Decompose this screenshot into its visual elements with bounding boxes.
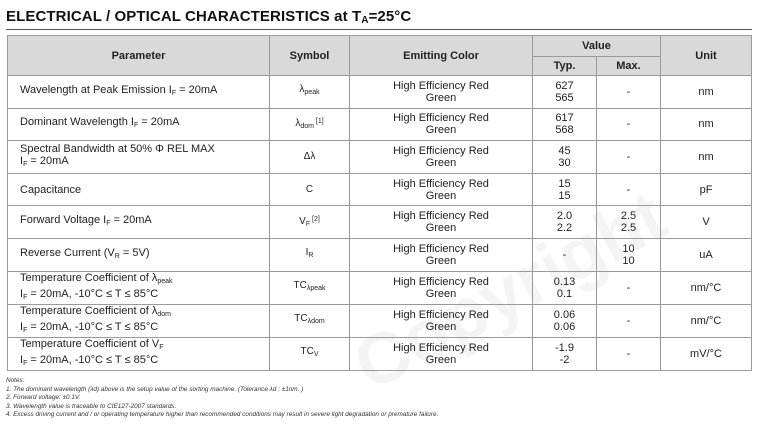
header-parameter: Parameter [8, 36, 270, 76]
typ-cell: 45 30 [533, 141, 597, 174]
symbol-cell: $\lambda_{peak}$ [270, 76, 350, 109]
typ-cell: - [533, 238, 597, 271]
symbol-cell: $I_R$ [270, 238, 350, 271]
emitting-color-cell: High Efficiency Red Green [350, 141, 533, 174]
typ-cell: -1.9 -2 [533, 337, 597, 370]
note-item: 3. Wavelength value is traceable to CIE127-2007 standards. [6, 402, 177, 410]
symbol-cell: $\lambda_{dom}$ [1] [270, 108, 350, 141]
table-row [8, 141, 752, 174]
table-row [8, 337, 752, 370]
characteristics-table [7, 35, 752, 371]
table-row [8, 238, 752, 271]
unit-cell: mV/°C [661, 337, 752, 370]
unit-cell: V [661, 206, 752, 239]
unit-cell: nm/°C [661, 304, 752, 337]
parameter-cell: Temperature Coefficient of $V_F$ $I_F = 20mA$, -10°C ≤ T ≤ 85°C [8, 337, 270, 370]
unit-cell: uA [661, 238, 752, 271]
unit-cell: nm [661, 141, 752, 174]
table-row [8, 76, 752, 109]
parameter-cell: Temperature Coefficient of $\lambda_{peak}$ $I_F = 20mA$, -10°C ≤ T ≤ 85°C [8, 271, 270, 304]
notes-heading: Notes: [6, 377, 25, 384]
parameter-cell: Spectral Bandwidth at 50% Φ REL MAX $I_F = 20mA$ [8, 141, 270, 174]
title-rule [6, 29, 752, 30]
emitting-color-cell: High Efficiency Red Green [350, 108, 533, 141]
max-cell: - [597, 304, 661, 337]
unit-cell: nm [661, 108, 752, 141]
symbol-cell: $V_F$ [2] [270, 206, 350, 239]
parameter-cell: Temperature Coefficient of $\lambda_{dom}$ $I_F = 20mA$, -10°C ≤ T ≤ 85°C [8, 304, 270, 337]
max-cell: - [597, 108, 661, 141]
typ-cell: 0.06 0.06 [533, 304, 597, 337]
parameter-cell: Wavelength at Peak Emission $I_F = 20mA$ [8, 76, 270, 109]
parameter-cell: Dominant Wavelength $I_F = 20mA$ [8, 108, 270, 141]
note-item: 2. Forward voltage: ±0.1V. [6, 394, 81, 402]
max-cell: - [597, 337, 661, 370]
symbol-cell: $TC_{\lambda dom}$ [270, 304, 350, 337]
parameter-cell: Forward Voltage $I_F = 20mA$ [8, 206, 270, 239]
note-item: 4. Excess driving current and / or operating temperature higher than recommended conditions may result in severe light degradation or premature failure. [6, 411, 439, 419]
parameter-cell: Reverse Current $(V_R = 5V)$ [8, 238, 270, 271]
emitting-color-cell: High Efficiency Red Green [350, 76, 533, 109]
unit-cell: nm/°C [661, 271, 752, 304]
typ-cell: 15 15 [533, 173, 597, 206]
emitting-color-cell: High Efficiency Red Green [350, 271, 533, 304]
symbol-cell: $TC_{\lambda peak}$ [270, 271, 350, 304]
table-row [8, 304, 752, 337]
header-typ: Typ. [533, 57, 597, 76]
emitting-color-cell: High Efficiency Red Green [350, 173, 533, 206]
max-cell: - [597, 141, 661, 174]
typ-cell: 0.13 0.1 [533, 271, 597, 304]
header-max: Max. [597, 57, 661, 76]
symbol-cell: Δλ [270, 141, 350, 174]
table-row [8, 173, 752, 206]
table-row [8, 206, 752, 239]
notes [6, 377, 438, 420]
typ-cell: 627 565 [533, 76, 597, 109]
parameter-cell: Capacitance [8, 173, 270, 206]
unit-cell: pF [661, 173, 752, 206]
emitting-color-cell: High Efficiency Red Green [350, 337, 533, 370]
symbol-cell: C [270, 173, 350, 206]
header-emitting-color: Emitting Color [350, 36, 533, 76]
emitting-color-cell: High Efficiency Red Green [350, 238, 533, 271]
typ-cell: 2.0 2.2 [533, 206, 597, 239]
typ-cell: 617 568 [533, 108, 597, 141]
header-symbol: Symbol [270, 36, 350, 76]
unit-cell: nm [661, 76, 752, 109]
header-value: Value [533, 36, 661, 57]
max-cell: - [597, 76, 661, 109]
emitting-color-cell: High Efficiency Red Green [350, 304, 533, 337]
section-title: ELECTRICAL / OPTICAL CHARACTERISTICS at $T_A=25^\circ C$ [6, 8, 412, 26]
max-cell: 10 10 [597, 238, 661, 271]
max-cell: 2.5 2.5 [597, 206, 661, 239]
table-row [8, 108, 752, 141]
table-row [8, 271, 752, 304]
max-cell: - [597, 173, 661, 206]
symbol-cell: $TC_V$ [270, 337, 350, 370]
note-item: 1. The dominant wavelength (λd) above is the setup value of the sorting machine. (Tolerance λd : ±1nm. ) [6, 385, 304, 393]
header-unit: Unit [661, 36, 752, 76]
max-cell: - [597, 271, 661, 304]
emitting-color-cell: High Efficiency Red Green [350, 206, 533, 239]
